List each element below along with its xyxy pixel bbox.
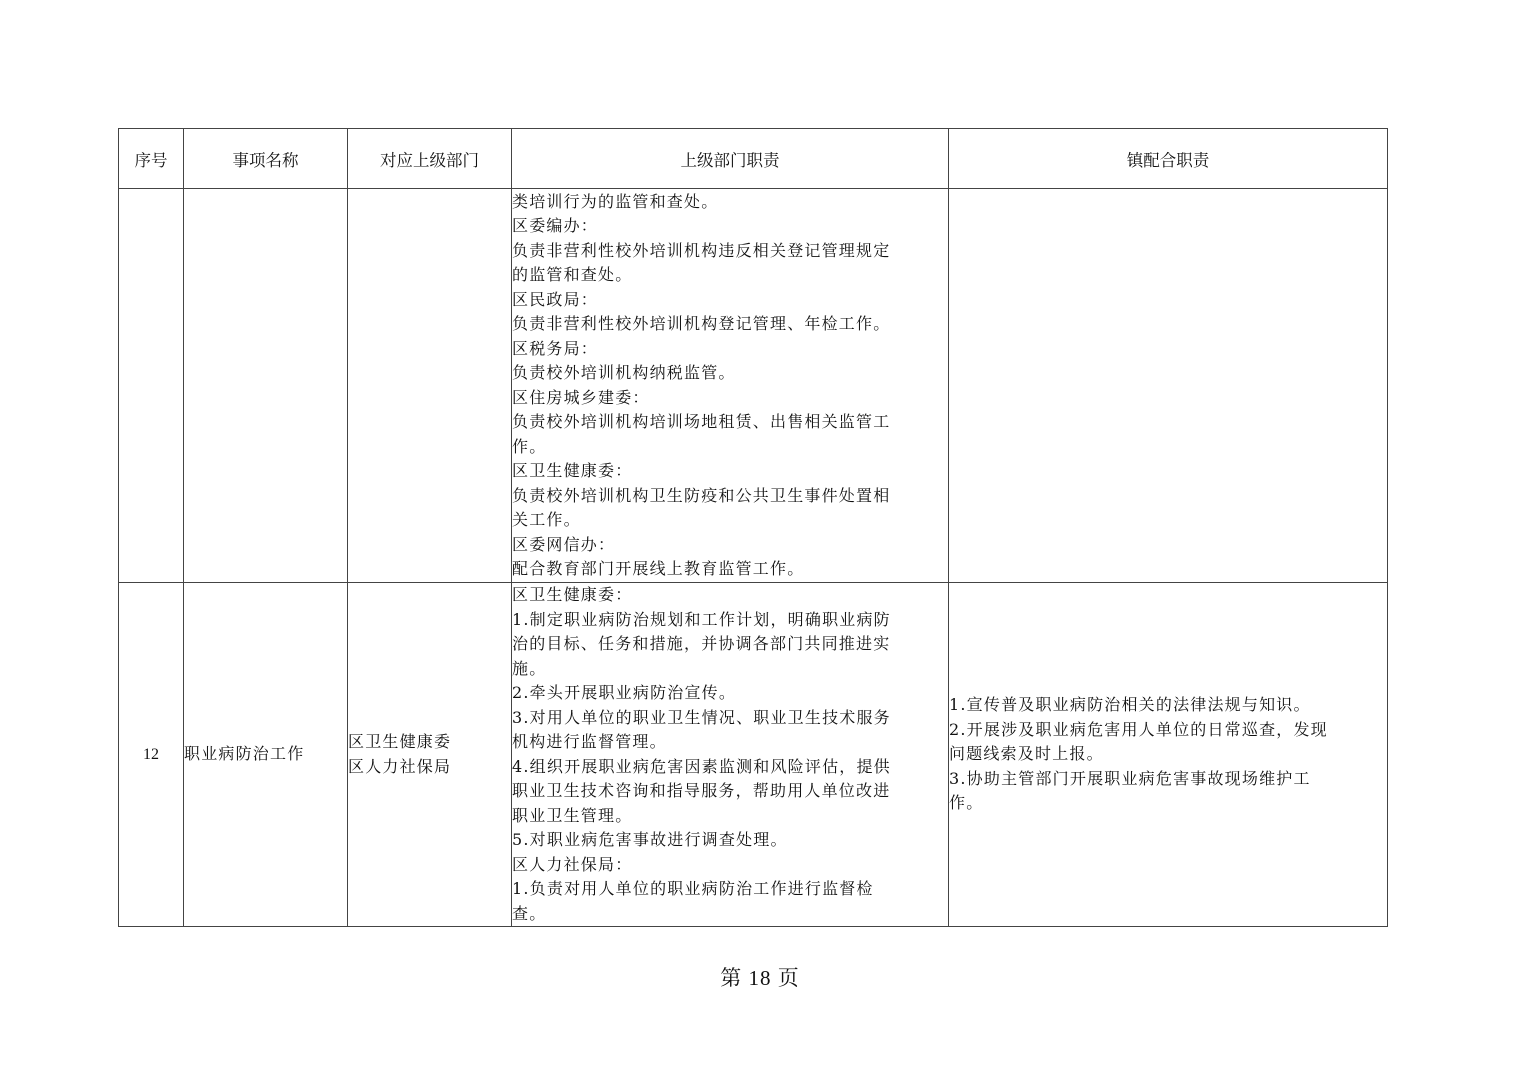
seq-cell [119,189,184,583]
table-row-12 [119,583,1388,927]
text-line: 区卫生健康委： [512,585,633,604]
text-line: 负责校外培训机构卫生防疫和公共卫生事件处置相 [512,485,891,505]
town-duty-cell [949,583,1388,927]
text-line: 机构进行监督管理。 [512,732,667,751]
text-line: 作。 [949,793,984,813]
text-line: 区人力社保局： [512,854,633,874]
text-line: 区委网信办： [512,534,616,554]
item-name-cell: 职业病防治工作 [184,583,348,927]
seq-cell: 12 [119,583,184,927]
header-seq: 序号 [119,129,184,189]
text-line: 查。 [512,903,547,923]
superior-duty-cell [512,583,949,927]
text-line: 区人力社保局 [348,756,452,776]
text-line: 关工作。 [512,510,581,529]
header-superior-dept: 对应上级部门 [348,129,512,189]
text-line: 负责校外培训机构培训场地租赁、出售相关监管工 [512,412,891,431]
text-line: 作。 [512,436,547,456]
item-name-cell [184,189,348,583]
text-line: 的监管和查处。 [512,265,633,284]
text-line: 1.负责对用人单位的职业病防治工作进行监督检 [512,879,874,898]
text-line: 区卫生健康委： [512,461,633,480]
text-line: 区卫生健康委 [348,732,452,751]
text-line: 4.组织开展职业病危害因素监测和风险评估，提供 [512,756,891,776]
text-line: 区民政局： [512,289,599,309]
text-line: 区税务局： [512,338,599,358]
text-line: 2.牵头开展职业病防治宣传。 [512,683,737,702]
text-line: 1.制定职业病防治规划和工作计划，明确职业病防 [512,609,891,629]
page-number: 第 18 页 [720,966,800,990]
header-town-duty: 镇配合职责 [949,129,1388,189]
text-line: 施。 [512,658,547,678]
header-item-name: 事项名称 [184,129,348,189]
superior-duty-cell [512,189,949,583]
header-superior-duty: 上级部门职责 [512,129,949,189]
text-line: 问题线索及时上报。 [949,744,1104,764]
text-line: 区委编办： [512,216,599,235]
text-line: 职业卫生管理。 [512,805,633,825]
text-line: 配合教育部门开展线上教育监管工作。 [512,559,805,578]
text-line: 3.对用人单位的职业卫生情况、职业卫生技术服务 [512,707,891,727]
table-row-continued [119,189,1388,583]
text-line: 职业卫生技术咨询和指导服务，帮助用人单位改进 [512,781,891,800]
text-line: 3.协助主管部门开展职业病危害事故现场维护工 [949,768,1311,788]
superior-dept-cell [348,583,512,927]
text-line: 1.宣传普及职业病防治相关的法律法规与知识。 [949,695,1311,715]
superior-dept-cell [348,189,512,583]
text-line: 负责校外培训机构纳税监管。 [512,363,736,382]
text-line: 负责非营利性校外培训机构违反相关登记管理规定 [512,240,891,260]
text-line: 5.对职业病危害事故进行调查处理。 [512,830,788,849]
text-line: 类培训行为的监管和查处。 [512,191,719,211]
header-row [119,129,1388,189]
responsibility-table [118,128,1388,927]
text-line: 负责非营利性校外培训机构登记管理、年检工作。 [512,314,891,333]
text-line: 区住房城乡建委： [512,387,650,407]
text-line: 治的目标、任务和措施，并协调各部门共同推进实 [512,634,891,653]
town-duty-cell [949,189,1388,583]
text-line: 2.开展涉及职业病危害用人单位的日常巡查，发现 [949,719,1328,739]
